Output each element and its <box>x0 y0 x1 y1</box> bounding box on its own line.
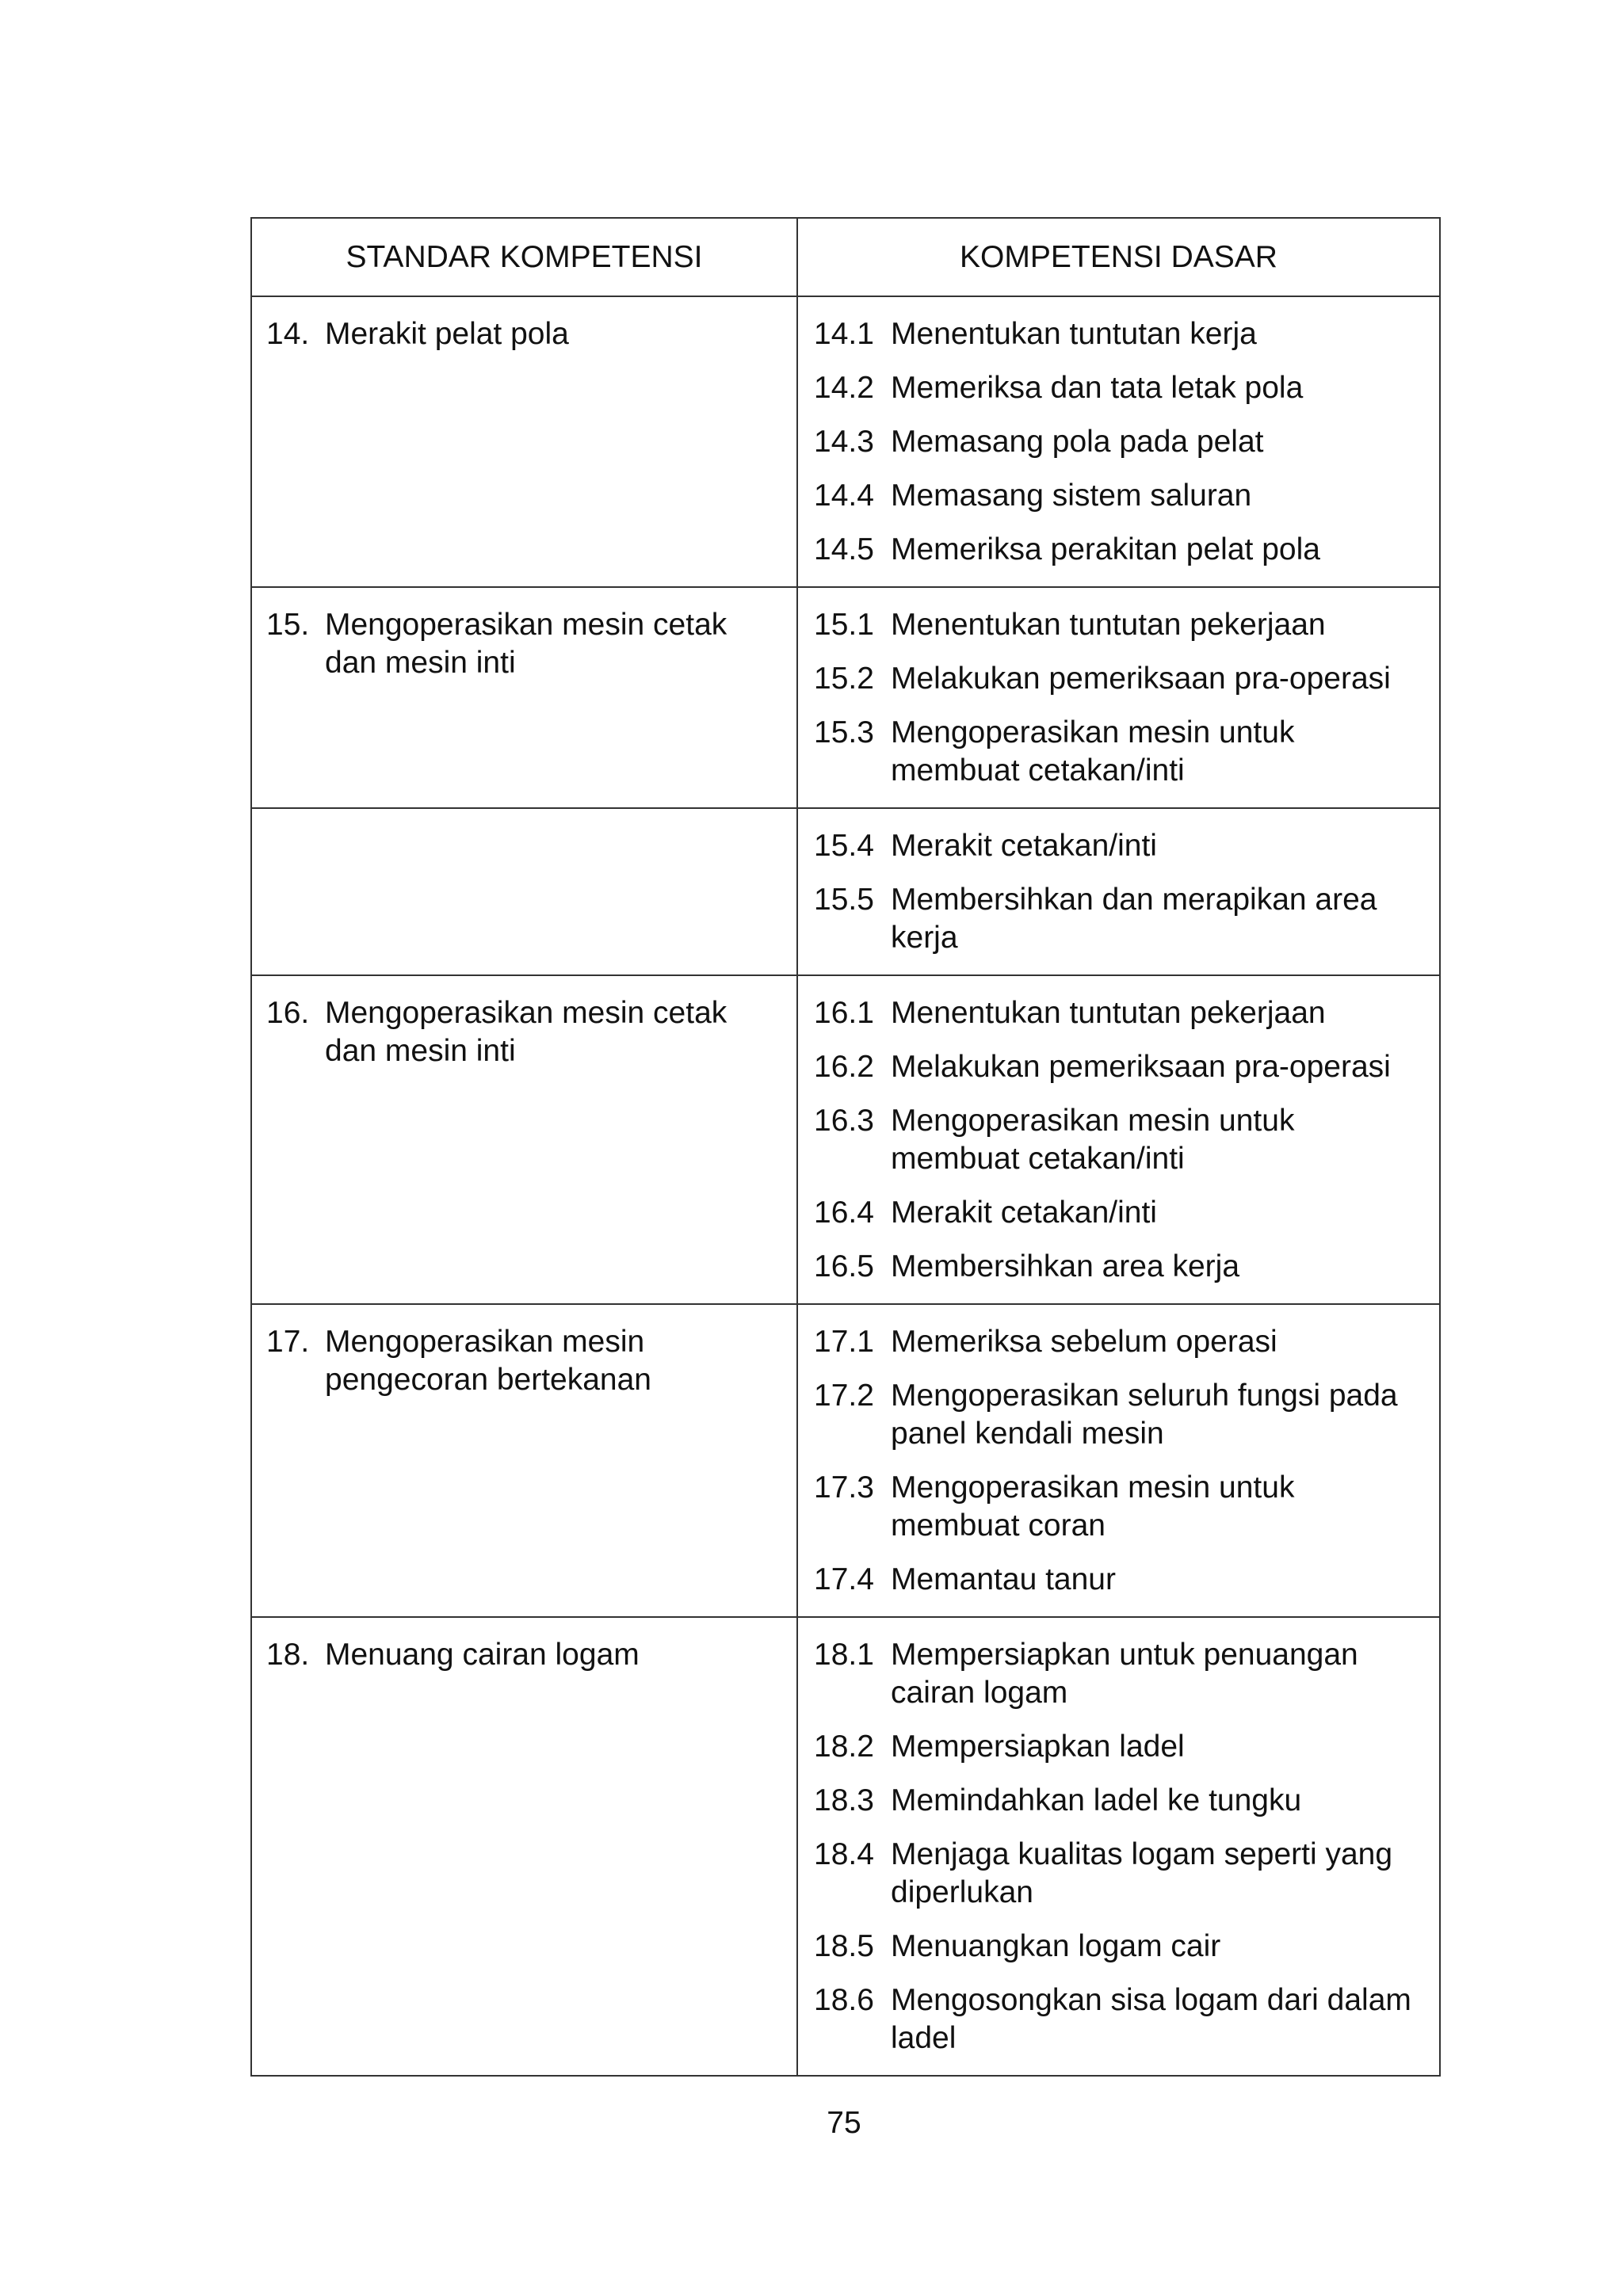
kompetensi-text: Melakukan pemeriksaan pra-operasi <box>891 662 1391 696</box>
kompetensi-number: 18.2 <box>814 1730 874 1764</box>
kompetensi-number: 17.1 <box>814 1325 874 1359</box>
header-kompetensi-dasar: KOMPETENSI DASAR <box>797 218 1440 296</box>
standar-cell <box>251 587 797 808</box>
kompetensi-text: Mengoperasikan mesin untuk membuat cetakan/inti <box>891 1104 1295 1176</box>
kompetensi-number: 15.3 <box>814 715 874 749</box>
kompetensi-text: Memasang pola pada pelat <box>891 425 1264 459</box>
kompetensi-item <box>814 1728 1426 1766</box>
standar-text: Merakit pelat pola <box>325 317 569 351</box>
page-number: 75 <box>827 2106 861 2140</box>
kompetensi-item <box>814 531 1426 569</box>
table-header-row <box>251 218 1440 296</box>
kompetensi-cell <box>797 808 1440 975</box>
kompetensi-text: Mengoperasikan seluruh fungsi pada panel kendali mesin <box>891 1379 1398 1451</box>
kompetensi-item <box>814 1836 1426 1912</box>
kompetensi-text: Menentukan tuntutan pekerjaan <box>891 608 1326 642</box>
kompetensi-number: 15.1 <box>814 608 874 642</box>
kompetensi-number: 15.5 <box>814 883 874 917</box>
standar-kompetensi <box>252 1305 796 1399</box>
standar-cell <box>251 808 797 975</box>
kompetensi-text: Mempersiapkan untuk penuangan cairan logam <box>891 1638 1358 1710</box>
kompetensi-cell <box>797 1617 1440 2076</box>
kompetensi-cell <box>797 296 1440 587</box>
kompetensi-list <box>798 1618 1439 2075</box>
kompetensi-text: Mengosongkan sisa logam dari dalam ladel <box>891 1983 1411 2055</box>
kompetensi-item <box>814 714 1426 790</box>
standar-kompetensi <box>252 1618 796 1674</box>
kompetensi-text: Merakit cetakan/inti <box>891 829 1157 863</box>
kompetensi-text: Merakit cetakan/inti <box>891 1196 1157 1230</box>
kompetensi-number: 14.5 <box>814 532 874 566</box>
kompetensi-number: 16.1 <box>814 996 874 1030</box>
table-row <box>251 1617 1440 2076</box>
kompetensi-number: 18.5 <box>814 1929 874 1963</box>
kompetensi-item <box>814 1981 1426 2058</box>
table-row <box>251 1304 1440 1617</box>
kompetensi-text: Memeriksa sebelum operasi <box>891 1325 1277 1359</box>
standar-number: 18. <box>266 1638 310 1672</box>
kompetensi-item <box>814 881 1426 957</box>
kompetensi-cell <box>797 587 1440 808</box>
kompetensi-text: Membersihkan dan merapikan area kerja <box>891 883 1377 955</box>
kompetensi-number: 16.2 <box>814 1050 874 1084</box>
kompetensi-cell <box>797 975 1440 1304</box>
kompetensi-item <box>814 315 1426 353</box>
kompetensi-text: Memeriksa perakitan pelat pola <box>891 532 1320 566</box>
kompetensi-text: Menjaga kualitas logam seperti yang diperlukan <box>891 1837 1393 1909</box>
kompetensi-number: 17.4 <box>814 1562 874 1596</box>
kompetensi-number: 18.4 <box>814 1837 874 1871</box>
standar-text: Mengoperasikan mesin cetak dan mesin inti <box>325 996 727 1068</box>
kompetensi-number: 16.5 <box>814 1249 874 1283</box>
standar-text: Mengoperasikan mesin pengecoran bertekanan <box>325 1325 651 1397</box>
kompetensi-item <box>814 1377 1426 1453</box>
kompetensi-text: Menentukan tuntutan kerja <box>891 317 1257 351</box>
standar-cell <box>251 296 797 587</box>
kompetensi-item <box>814 1469 1426 1545</box>
kompetensi-item <box>814 1102 1426 1178</box>
kompetensi-number: 14.1 <box>814 317 874 351</box>
kompetensi-item <box>814 477 1426 515</box>
standar-number: 14. <box>266 317 310 351</box>
kompetensi-text: Mengoperasikan mesin untuk membuat cetakan/inti <box>891 715 1295 788</box>
kompetensi-item <box>814 423 1426 461</box>
standar-text: Menuang cairan logam <box>325 1638 640 1672</box>
kompetensi-number: 18.1 <box>814 1638 874 1672</box>
standar-number: 17. <box>266 1325 310 1359</box>
kompetensi-number: 15.4 <box>814 829 874 863</box>
kompetensi-list <box>798 297 1439 586</box>
kompetensi-item <box>814 1561 1426 1599</box>
kompetensi-number: 15.2 <box>814 662 874 696</box>
standar-cell <box>251 1617 797 2076</box>
kompetensi-item <box>814 606 1426 644</box>
standar-cell <box>251 1304 797 1617</box>
kompetensi-item <box>814 827 1426 865</box>
standar-kompetensi <box>252 809 796 827</box>
competency-table <box>250 217 1441 2077</box>
kompetensi-number: 14.3 <box>814 425 874 459</box>
kompetensi-text: Memasang sistem saluran <box>891 479 1252 513</box>
standar-text: Mengoperasikan mesin cetak dan mesin inti <box>325 608 727 680</box>
kompetensi-list <box>798 809 1439 974</box>
table-row <box>251 808 1440 975</box>
table-row <box>251 587 1440 808</box>
kompetensi-text: Memindahkan ladel ke tungku <box>891 1783 1302 1817</box>
kompetensi-number: 18.6 <box>814 1983 874 2017</box>
kompetensi-item <box>814 369 1426 407</box>
kompetensi-text: Memantau tanur <box>891 1562 1116 1596</box>
header-standar-kompetensi: STANDAR KOMPETENSI <box>251 218 797 296</box>
kompetensi-item <box>814 994 1426 1032</box>
kompetensi-item <box>814 1782 1426 1820</box>
standar-number: 15. <box>266 608 310 642</box>
kompetensi-text: Mengoperasikan mesin untuk membuat coran <box>891 1470 1295 1543</box>
kompetensi-item <box>814 1194 1426 1232</box>
kompetensi-list <box>798 1305 1439 1616</box>
kompetensi-number: 16.3 <box>814 1104 874 1138</box>
kompetensi-cell <box>797 1304 1440 1617</box>
kompetensi-number: 14.4 <box>814 479 874 513</box>
kompetensi-item <box>814 1323 1426 1361</box>
kompetensi-text: Melakukan pemeriksaan pra-operasi <box>891 1050 1391 1084</box>
kompetensi-number: 18.3 <box>814 1783 874 1817</box>
kompetensi-item <box>814 1928 1426 1966</box>
kompetensi-text: Membersihkan area kerja <box>891 1249 1240 1283</box>
standar-kompetensi <box>252 588 796 682</box>
standar-cell <box>251 975 797 1304</box>
kompetensi-list <box>798 588 1439 807</box>
kompetensi-item <box>814 660 1426 698</box>
kompetensi-item <box>814 1048 1426 1086</box>
standar-kompetensi <box>252 297 796 353</box>
kompetensi-item <box>814 1248 1426 1286</box>
standar-kompetensi <box>252 976 796 1070</box>
kompetensi-text: Menuangkan logam cair <box>891 1929 1221 1963</box>
table-row <box>251 296 1440 587</box>
kompetensi-text: Mempersiapkan ladel <box>891 1730 1185 1764</box>
kompetensi-item <box>814 1636 1426 1712</box>
kompetensi-text: Menentukan tuntutan pekerjaan <box>891 996 1326 1030</box>
kompetensi-number: 17.2 <box>814 1379 874 1413</box>
kompetensi-text: Memeriksa dan tata letak pola <box>891 371 1304 405</box>
kompetensi-number: 17.3 <box>814 1470 874 1505</box>
kompetensi-number: 14.2 <box>814 371 874 405</box>
kompetensi-list <box>798 976 1439 1303</box>
standar-number: 16. <box>266 996 310 1030</box>
table-row <box>251 975 1440 1304</box>
kompetensi-number: 16.4 <box>814 1196 874 1230</box>
